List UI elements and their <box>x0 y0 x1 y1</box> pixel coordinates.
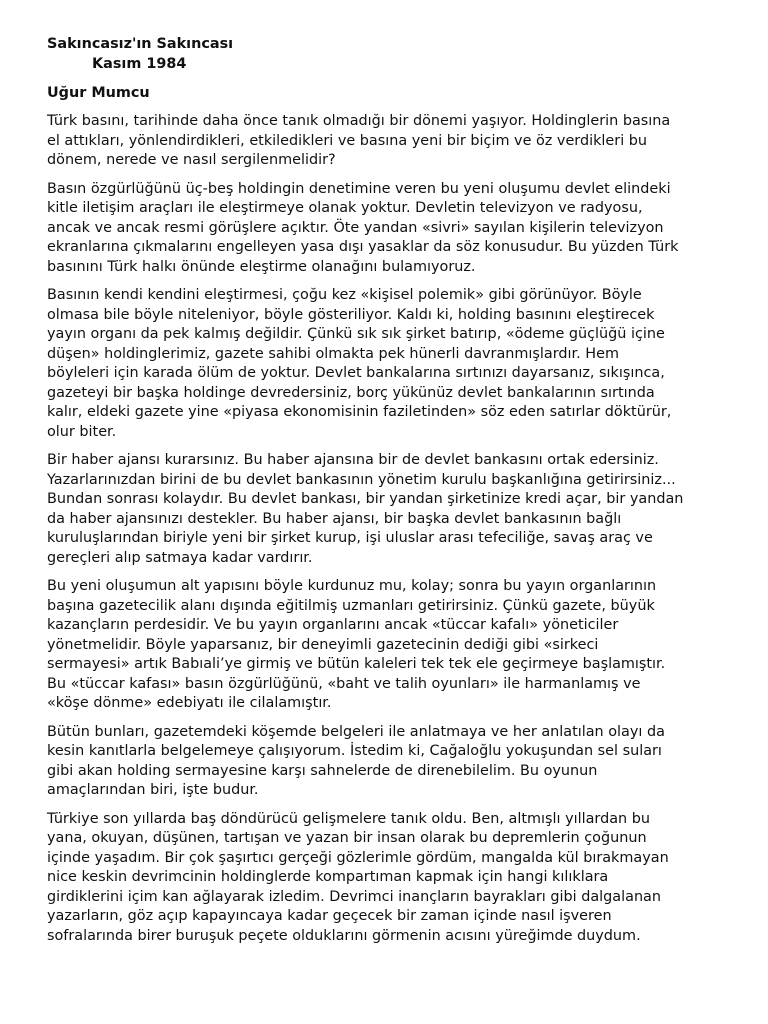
paragraph-line: yazarların, göz açıp kapayıncaya kadar geçecek bir zaman içinde nasıl işveren <box>47 908 612 924</box>
paragraph-line: gazeteyi bir başka holdinge devredersiniz, borç yükünüz devlet bankalarının sırtında <box>47 384 655 401</box>
paragraph-line: kalır, eldeki gazete yine «piyasa ekonomisinin faziletinden» söz eden satırlar döktürür, <box>47 404 672 420</box>
paragraph-line: dönem, nerede ve nasıl sergilenmelidir? <box>47 152 336 168</box>
paragraph-line: kitle iletişim araçları ile eleştirmeye olanak yoktur. Devletin televizyon ve radyosu, <box>47 200 643 216</box>
paragraph-line: içinde yaşadım. Bir çok şaşırtıcı gerçeği gözlerimle gördüm, mangalda kül bırakmayan <box>47 849 669 866</box>
paragraph <box>47 451 737 568</box>
paragraph-line: Yazarlarınızdan birini de bu devlet bankasının yönetim kurulu başkanlığına getirirsiniz... <box>47 471 676 488</box>
paragraph-line: kazançların perdesidir. Ve bu yayın organlarını ancak «tüccar kafalı» yöneticiler <box>47 617 619 633</box>
paragraph-line: Bundan sonrası kolaydır. Bu devlet bankası, bir yandan şirketinize kredi açar, bir yandan <box>47 491 684 507</box>
paragraph-line: el attıkları, yönlendirdikleri, etkiledikleri ve basına yeni bir biçim ve öz verdikleri bu <box>47 132 648 149</box>
paragraph-line: ekranlarına çıkmalarını engelleyen yasa dışı yasaklar da söz konusudur. Bu yüzden Türk <box>47 239 679 255</box>
paragraph-line: sermayesi» artık Babıali’ye girmiş ve bütün kaleleri tek tek ele geçirmeye başlamıştır. <box>47 656 666 672</box>
document-author: Uğur Mumcu <box>47 85 150 101</box>
paragraph-line: gereçleri alıp satmaya kadar vardırır. <box>47 549 313 566</box>
paragraph <box>47 112 737 171</box>
paragraph-line: olmasa bile böyle niteleniyor, böyle gösteriliyor. Kaldı ki, holding basınını eleştirecek <box>47 306 655 323</box>
paragraph-line: ancak ve ancak resmi görüşlere açıktır. Öte yandan «sivri» sayılan kişilerin televizyon <box>47 219 664 236</box>
paragraph-line: Bir haber ajansı kurarsınız. Bu haber ajansına bir de devlet bankasını ortak edersiniz. <box>47 452 659 468</box>
document-page <box>47 34 737 955</box>
paragraph-line: olur biter. <box>47 423 117 440</box>
paragraph <box>47 723 737 801</box>
paragraph-line: böyleleri için karada ölüm de yoktur. Devlet bankalarına sırtınızı dayarsanız, sıkışınca, <box>47 365 665 381</box>
paragraph-line: düşen» holdinglerimiz, gazete sahibi olmakta pek hünerli davranmışlardır. Hem <box>47 345 619 362</box>
paragraph-line: yayın organı da pek kalmış değildir. Çünkü sık sık şirket batırıp, «ödeme güçlüğü içine <box>47 326 665 342</box>
paragraph-line: girdiklerini içim kan ağlayarak izledim. Devrimci inançların bayrakları gibi dalgalanan <box>47 888 661 905</box>
paragraph-line: «köşe dönme» edebiyatı ile cilalamıştır. <box>47 695 332 711</box>
paragraph-line: basınını Türk halkı önünde eleştirme olanağını bulamıyoruz. <box>47 258 476 275</box>
paragraph-line: Bu «tüccar kafası» basın özgürlüğünü, «baht ve talih oyunları» ile harmanlamış ve <box>47 675 641 692</box>
paragraph-line: Bu yeni oluşumun alt yapısını böyle kurdunuz mu, kolay; sonra bu yayın organlarının <box>47 578 657 594</box>
paragraph-line: yana, okuyan, düşünen, tartışan ve yazan bir insan olarak bu depremlerin çoğunun <box>47 830 647 846</box>
paragraph-line: Basın özgürlüğünü üç-beş holdingin denetimine veren bu yeni oluşumu devlet elindeki <box>47 180 671 197</box>
paragraph-line: başına gazetecilik alanı dışında eğitilmiş uzmanları getirirsiniz. Çünkü gazete, büyük <box>47 597 655 614</box>
paragraph-line: Basının kendi kendini eleştirmesi, çoğu kez «kişisel polemik» gibi görünüyor. Böyle <box>47 287 642 303</box>
paragraph-line: kuruluşlarından biriyle yeni bir şirket kurup, işi uluslar arası tefeciliğe, savaş araç ve <box>47 530 653 546</box>
paragraph-line: Bütün bunları, gazetemdeki köşemde belgeleri ile anlatmaya ve her anlatılan olayı da <box>47 723 665 740</box>
paragraph-line: yönetmelidir. Böyle yaparsanız, bir deneyimli gazetecinin dediği gibi «sirkeci <box>47 636 599 653</box>
paragraph-line: Türkiye son yıllarda baş döndürücü gelişmelere tanık oldu. Ben, altmışlı yıllardan bu <box>47 810 650 827</box>
paragraph <box>47 810 737 947</box>
document-body <box>47 112 737 946</box>
document-date: Kasım 1984 <box>92 56 187 72</box>
paragraph-line: gibi akan holding sermayesine karşı sahnelerde de direnebilelim. Bu oyunun <box>47 762 598 779</box>
paragraph <box>47 577 737 714</box>
paragraph <box>47 180 737 278</box>
paragraph-line: da haber ajansınızı destekler. Bu haber ajansı, bir başka devlet bankasının bağlı <box>47 510 622 527</box>
paragraph-line: Türk basını, tarihinde daha önce tanık olmadığı bir dönemi yaşıyor. Holdinglerin basına <box>47 113 671 129</box>
paragraph <box>47 286 737 442</box>
paragraph-line: sofralarında birer buruşuk peçete olduklarını görmenin acısını yüreğimde duydum. <box>47 927 641 944</box>
document-title: Sakıncasız'ın Sakıncası <box>47 36 234 52</box>
paragraph-line: amaçlarından biri, işte budur. <box>47 782 259 798</box>
paragraph-line: kesin kanıtlarla belgelemeye çalışıyorum. İstedim ki, Cağaloğlu yokuşundan sel suları <box>47 743 662 759</box>
paragraph-line: nice keskin devrimcinin holdinglerde kompartıman kapmak için hangi kılıklara <box>47 869 609 885</box>
